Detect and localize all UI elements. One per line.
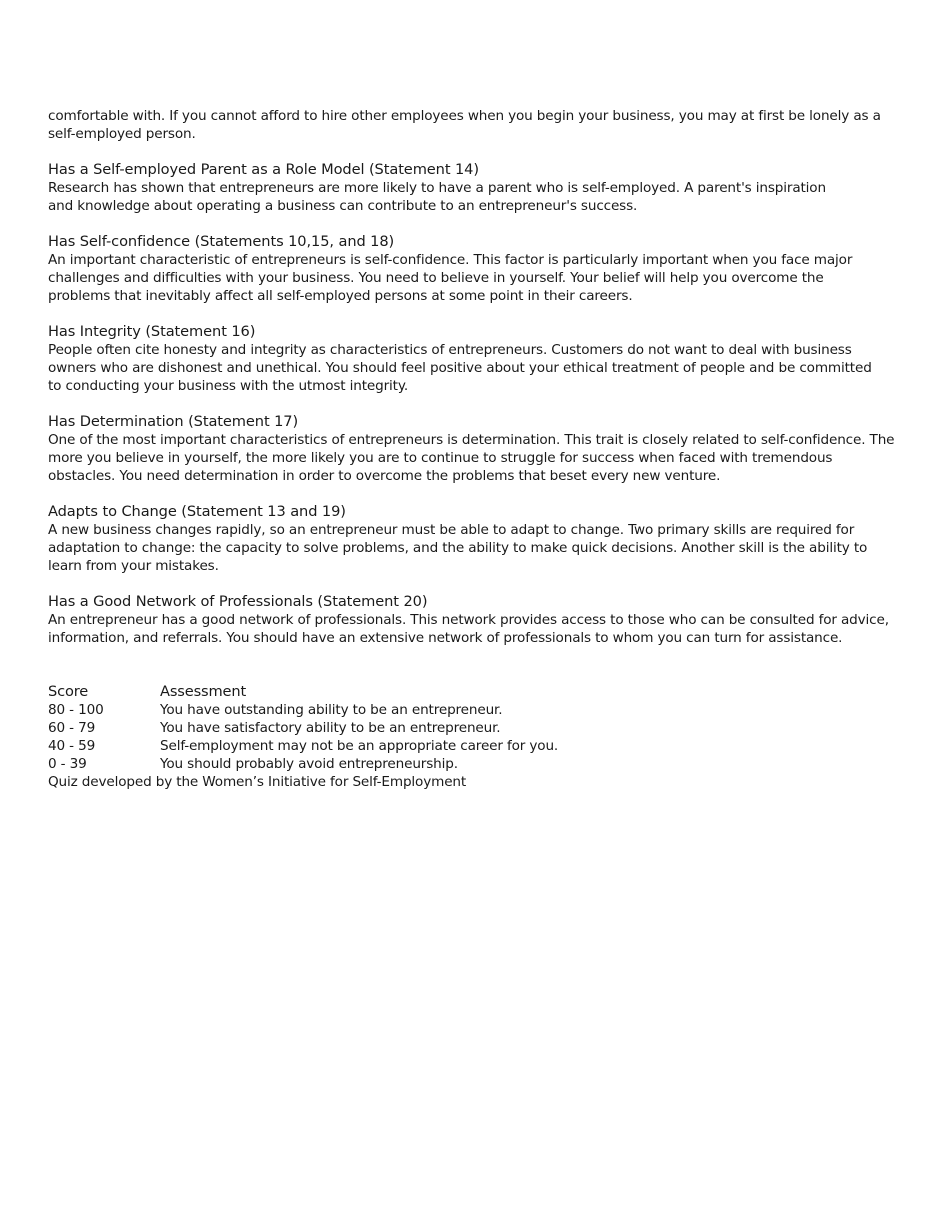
section-heading: Has Determination (Statement 17) — [48, 413, 299, 430]
score-range: 80 - 100 — [48, 702, 104, 718]
section-text: One of the most important characteristics of entrepreneurs is determination. This trait is closely related to self-confidence. The more you believe in yourself, the more likely you are to continue to struggle for success when faced with tremendous obstacles. You need determination in order to overcome the problems that beset every new venture. — [48, 432, 895, 484]
assessment-column-header: Assessment — [160, 683, 247, 700]
score-table — [48, 683, 908, 773]
footer-credit: Quiz developed by the Women’s Initiative for Self-Employment — [48, 774, 467, 790]
score-assessment: Self-employment may not be an appropriate career for you. — [160, 738, 559, 754]
section-heading: Has a Self-employed Parent as a Role Model (Statement 14) — [48, 161, 479, 178]
section-text: An important characteristic of entrepreneurs is self-confidence. This factor is particularly important when you face major challenges and difficulties with your business. You need to believe in yourself. Your belief will help you overcome the problems that inevitably affect all self-employed persons at some point in their careers. — [48, 252, 853, 304]
section-integrity — [48, 323, 908, 395]
section-text: A new business changes rapidly, so an entrepreneur must be able to adapt to change. Two primary skills are required for adaptation to change: the capacity to solve problems, and the ability to make quick decisions. Another skill is the ability to learn from your mistakes. — [48, 522, 868, 574]
score-row — [48, 737, 908, 755]
section-text: Research has shown that entrepreneurs are more likely to have a parent who is self-employed. A parent's inspiration and knowledge about operating a business can contribute to an entrepreneur's success. — [48, 180, 826, 214]
score-assessment: You have satisfactory ability to be an entrepreneur. — [160, 720, 501, 736]
intro-paragraph: comfortable with. If you cannot afford to hire other employees when you begin your business, you may at first be lonely as a self-employed person. — [48, 108, 881, 142]
score-range: 0 - 39 — [48, 756, 87, 772]
section-heading: Has Integrity (Statement 16) — [48, 323, 256, 340]
score-column-header: Score — [48, 683, 89, 700]
score-range: 40 - 59 — [48, 738, 96, 754]
score-table-header — [48, 683, 908, 701]
score-range: 60 - 79 — [48, 720, 96, 736]
section-self-confidence — [48, 233, 908, 305]
score-assessment: You should probably avoid entrepreneurship. — [160, 756, 458, 772]
section-text: People often cite honesty and integrity as characteristics of entrepreneurs. Customers do not want to deal with business owners who are dishonest and unethical. You should feel positive about your ethical treatment of people and be committed to conducting your business with the utmost integrity. — [48, 342, 872, 394]
document-page — [48, 107, 908, 791]
section-heading: Has Self-confidence (Statements 10,15, and 18) — [48, 233, 395, 250]
section-heading: Adapts to Change (Statement 13 and 19) — [48, 503, 346, 520]
section-text: An entrepreneur has a good network of professionals. This network provides access to those who can be consulted for advice, information, and referrals. You should have an extensive network of professionals to whom you can turn for assistance. — [48, 612, 889, 646]
score-row — [48, 755, 908, 773]
score-row — [48, 719, 908, 737]
score-row — [48, 701, 908, 719]
section-heading: Has a Good Network of Professionals (Statement 20) — [48, 593, 428, 610]
section-adapts-to-change — [48, 503, 908, 575]
score-assessment: You have outstanding ability to be an entrepreneur. — [160, 702, 503, 718]
section-role-model — [48, 161, 908, 215]
section-network — [48, 593, 908, 647]
section-determination — [48, 413, 908, 485]
